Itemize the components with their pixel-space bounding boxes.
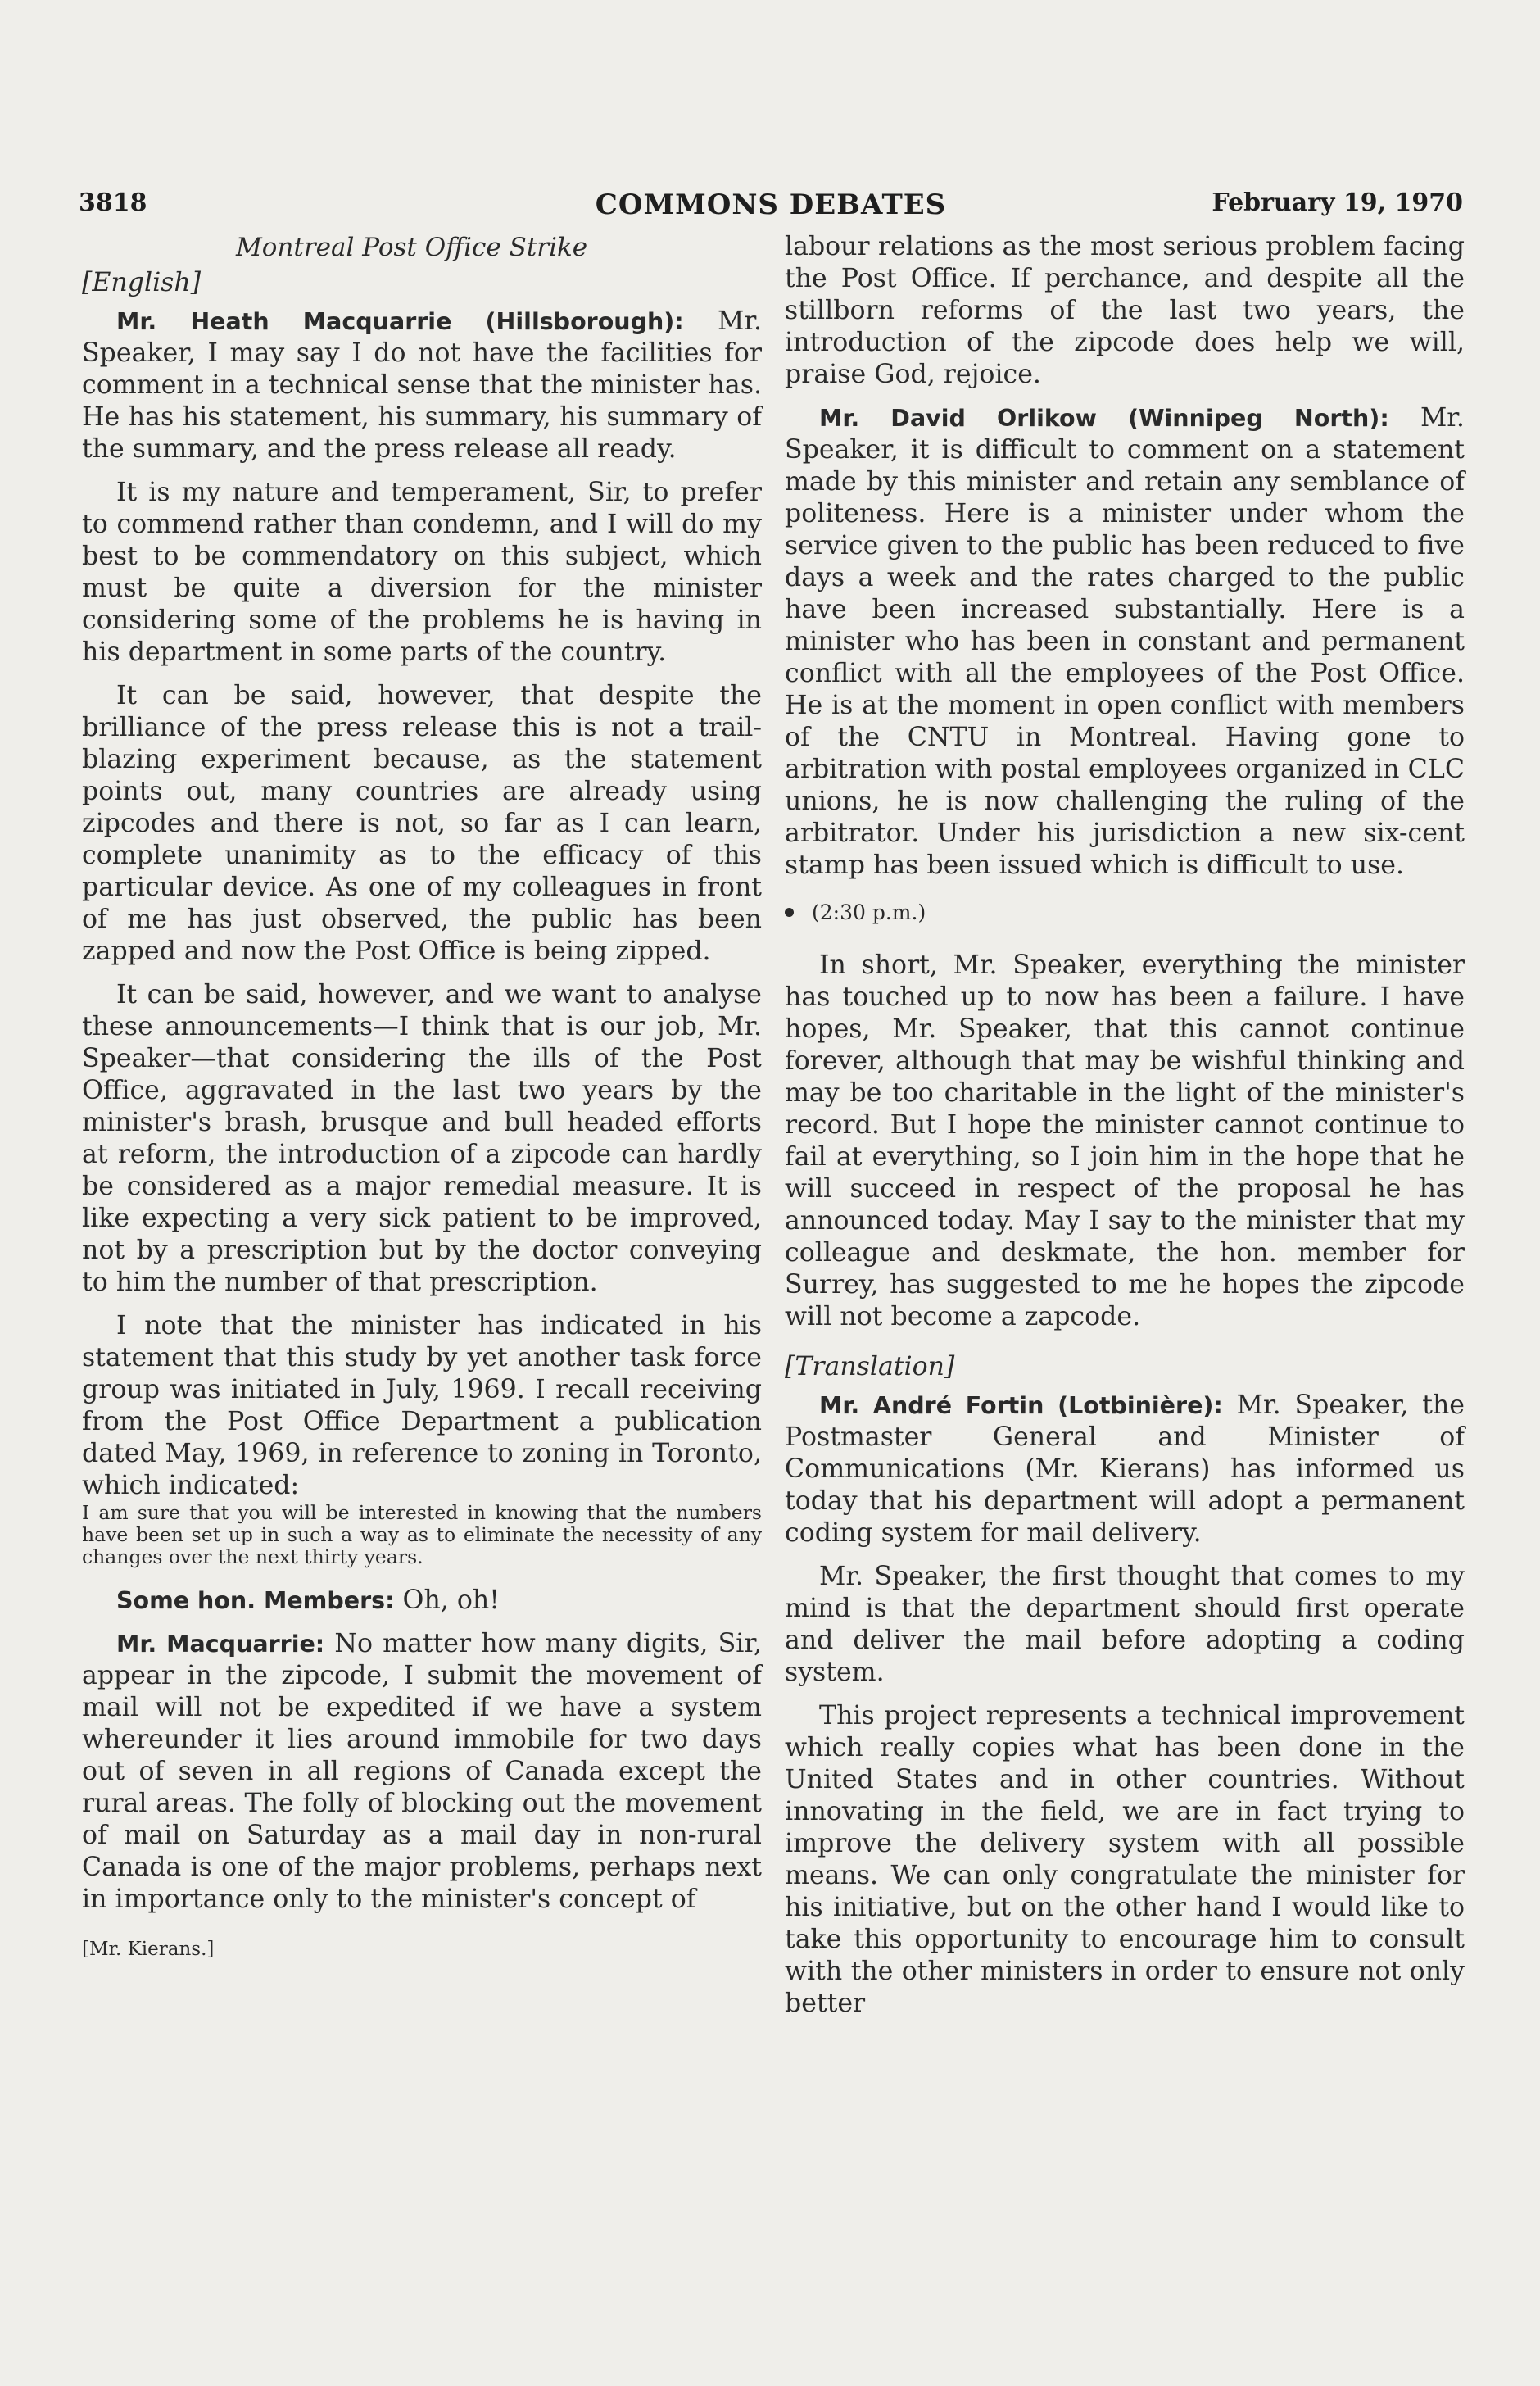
right-column (785, 231, 1465, 2031)
paragraph: It can be said, however, and we want to analyse these announcements—I think that is our job, Mr. Speaker—that considering the ills of the Post Office, aggravated in the last two years by the minister's brash, brusque and bull headed efforts at reform, the introduction of a zipcode can hardly be considered as a major remedial measure. It is like expecting a very sick patient to be improved, not by a prescription but by the doctor conveying to him the number of that prescription. (82, 980, 762, 1297)
speaker-name: Mr. David Orlikow (Winnipeg North): (819, 405, 1389, 432)
language-tag-english: [English] (82, 268, 202, 297)
paragraph (82, 1628, 762, 1916)
bullet-icon (785, 908, 794, 917)
paragraph (82, 1585, 762, 1617)
paragraph: It can be said, however, that despite the brilliance of the press release this is not a trail-blazing experiment because, as the statement points out, many countries are already using zipcodes and there is not, so far as I can learn, complete unanimity as to the efficacy of this particular device. As one of my colleagues in front of me has just observed, the public has been zapped and now the Post Office is being zipped. (82, 681, 762, 966)
page-number: 3818 (79, 188, 147, 217)
paragraph (785, 402, 1465, 882)
speaker-name: Mr. André Fortin (Lotbinière): (819, 1392, 1223, 1419)
page-header (79, 188, 1463, 231)
footnote: [Mr. Kierans.] (82, 1939, 215, 1960)
left-column (82, 231, 762, 1966)
paragraph: I note that the minister has indicated in his statement that this study by yet another task force group was initiated in July, 1969. I recall receiving from the Post Office Department a publication dated May, 1969, in reference to zoning in Toronto, which indicated: (82, 1311, 762, 1500)
paragraph: In short, Mr. Speaker, everything the minister has touched up to now has been a failure. I have hopes, Mr. Speaker, that this cannot continue forever, although that may be wishful thinking and may be too charitable in the light of the minister's record. But I hope the minister cannot continue to fail at everything, so I join him in the hope that he will succeed in respect of the proposal he has announced today. May I say to the minister that my colleague and deskmate, the hon. member for Surrey, has suggested to me he hopes the zipcode will not become a zapcode. (785, 950, 1465, 1331)
paragraph: This project represents a technical improvement which really copies what has been done in the United States and in other countries. Without innovating in the field, we are in fact trying to improve the delivery system with all possible means. We can only congratulate the minister for his initiative, but on the other hand I would like to take this opportunity to encourage him to consult with the other ministers in order to ensure not only better (785, 1701, 1465, 2018)
block-quote: I am sure that you will be interested in knowing that the numbers have been set up in such a way as to eliminate the necessity of any changes over the next thirty years. (82, 1501, 762, 1568)
section-title: Montreal Post Office Strike (236, 233, 588, 262)
time-stamp: (2:30 p.m.) (812, 900, 926, 924)
publication-title: COMMONS DEBATES (595, 188, 947, 221)
paragraph-text: Mr. Speaker, it is difficult to comment on a statement made by this minister and retain any semblance of politeness. Here is a minister under whom the service given to the public has been reduced to five days a week and the rates charged to the public have been increased substantially. Here is a minister who has been in constant and permanent conflict with all the employees of the Post Office. He is at the moment in open conflict with members of the CNTU in Montreal. Having gone to arbitration with postal employees organized in CLC unions, he is now challenging the ruling of the arbitrator. Under his jurisdiction a new six-cent stamp has been issued which is difficult to use. (785, 403, 1465, 880)
paragraph-text: Oh, oh! (394, 1585, 500, 1615)
paragraph (82, 306, 762, 465)
paragraph-text: No matter how many digits, Sir, appear in the zipcode, I submit the movement of mail will not be expedited if we have a system whereunder it lies around immobile for two days out of seven in all regions of Canada except the rural areas. The folly of blocking out the movement of mail on Saturday as a mail day in non-rural Canada is one of the major problems, perhaps next in importance only to the minister's concept of (82, 1629, 763, 1914)
time-marker (785, 896, 1465, 928)
speaker-name: Mr. Heath Macquarrie (Hillsborough): (116, 308, 684, 335)
page-date: February 19, 1970 (1212, 188, 1463, 217)
language-tag-translation: [Translation] (785, 1352, 955, 1381)
paragraph (785, 1390, 1465, 1549)
paragraph: It is my nature and temperament, Sir, to prefer to commend rather than condemn, and I will do my best to be commendatory on this subject, which must be quite a diversion for the minister considering some of the problems he is having in his department in some parts of the country. (82, 478, 762, 667)
speaker-name: Some hon. Members: (116, 1587, 395, 1614)
paragraph-text: Mr. Speaker, the Postmaster General and Minister of Communications (Mr. Kierans) has informed us today that his department will adopt a permanent coding system for mail delivery. (785, 1390, 1465, 1548)
speaker-name: Mr. Macquarrie: (116, 1631, 325, 1658)
paragraph: labour relations as the most serious problem facing the Post Office. If perchance, and despite all the stillborn reforms of the last two years, the introduction of the zipcode does help we will, praise God, rejoice. (785, 232, 1465, 389)
paragraph-text: Mr. Speaker, I may say I do not have the facilities for comment in a technical sense that the minister has. He has his statement, his summary, his summary of the summary, and the press release all ready. (82, 306, 762, 464)
paragraph: Mr. Speaker, the first thought that comes to my mind is that the department should first operate and deliver the mail before adopting a coding system. (785, 1562, 1465, 1687)
